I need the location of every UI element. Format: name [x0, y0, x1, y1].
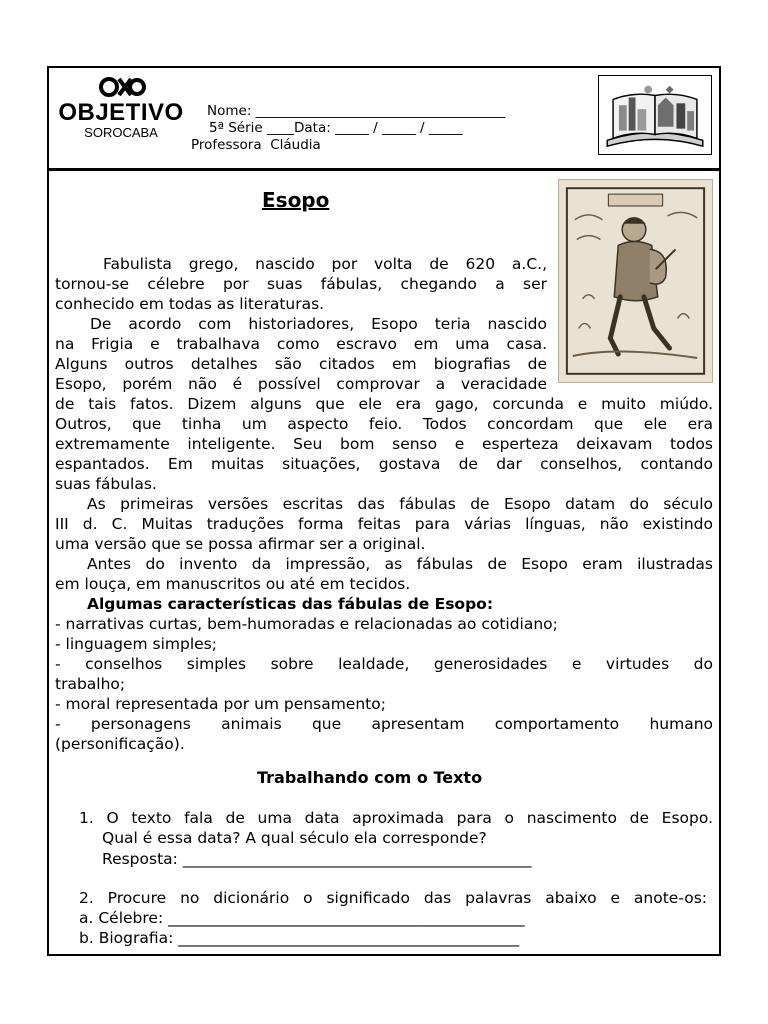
header-divider	[47, 168, 721, 171]
body-text-line: III d. C. Muitas traduções forma feitas para várias línguas, não existindo	[55, 515, 713, 533]
teacher-name: Professora Cláudia	[191, 137, 321, 153]
page-title: Esopo	[262, 188, 330, 212]
body-text-line: - narrativas curtas, bem-humoradas e relacionadas ao cotidiano;	[55, 615, 558, 633]
body-text-line: De acordo com historiadores, Esopo teria nascido	[90, 315, 547, 333]
brand-name: OBJETIVO	[58, 99, 184, 126]
characteristics-heading: Algumas características das fábulas de Esopo:	[87, 595, 494, 613]
body-text-line: trabalho;	[55, 675, 126, 693]
body-text-line: tornou-se célebre por suas fábulas, chegando a ser	[55, 275, 547, 293]
body-text-line: uma versão que se possa afirmar ser a original.	[55, 535, 426, 553]
body-text-line: - personagens animais que apresentam comportamento humano	[55, 715, 713, 733]
body-text-line: - linguagem simples;	[55, 635, 217, 653]
objetivo-logo-icon	[95, 76, 147, 98]
question-1-text: 1. O texto fala de uma data aproximada para o nascimento de Esopo.	[79, 809, 713, 827]
body-text-line: em louça, em manuscritos ou até em tecidos.	[55, 575, 411, 593]
body-text-line: Outros, que tinha um aspecto feio. Todos concordam que ele era	[55, 415, 713, 433]
body-text-line: Antes do invento da impressão, as fábulas de Esopo eram ilustradas	[87, 555, 713, 573]
aesop-portrait-image	[558, 179, 713, 383]
grade-date-field: 5ª Série ____Data: _____ / _____ / _____	[209, 120, 463, 136]
body-text-line: suas fábulas.	[55, 475, 157, 493]
body-text-line: As primeiras versões escritas das fábulas de Esopo datam do século	[87, 495, 713, 513]
body-text-line: extremamente inteligente. Seu bom senso e esperteza deixavam todos	[55, 435, 713, 453]
question-2-text: 2. Procure no dicionário o significado das palavras abaixo e anote-os:	[79, 889, 707, 907]
body-text-line: Fabulista grego, nascido por volta de 620 a.C.,	[103, 255, 547, 273]
body-text-line: Alguns outros detalhes são citados em biografias de	[55, 355, 547, 373]
body-text-line: Esopo, porém não é possível comprovar a veracidade	[55, 375, 547, 393]
body-text-line: - moral representada por um pensamento;	[55, 695, 386, 713]
body-text-line: (personificação).	[55, 735, 185, 753]
aesop-woodcut-icon	[559, 180, 712, 382]
question-2b-answer-line: b. Biografia: ____________________________________________	[79, 929, 520, 947]
body-text-line: conhecido em todas as literaturas.	[55, 295, 325, 313]
body-text-line: de tais fatos. Dizem alguns que ele era gago, corcunda e muito miúdo.	[55, 395, 713, 413]
book-city-icon	[599, 76, 711, 154]
section-title: Trabalhando com o Texto	[257, 768, 483, 787]
name-field: Nome: _____________________________________	[207, 103, 506, 119]
question-1-answer-line: Resposta: _____________________________________________	[102, 850, 532, 868]
question-1-subtext: Qual é essa data? A qual século ela corresponde?	[102, 829, 487, 847]
body-text-line: espantados. Em muitas situações, gostava de dar conselhos, contando	[55, 455, 713, 473]
body-text-line: - conselhos simples sobre lealdade, generosidades e virtudes do	[55, 655, 713, 673]
brand-city: SOROCABA	[84, 125, 158, 140]
header-illustration	[598, 75, 712, 155]
school-logo	[56, 76, 186, 140]
question-2a-answer-line: a. Célebre: ______________________________________________	[79, 909, 525, 927]
body-text-line: na Frigia e trabalhava como escravo em uma casa.	[55, 335, 547, 353]
